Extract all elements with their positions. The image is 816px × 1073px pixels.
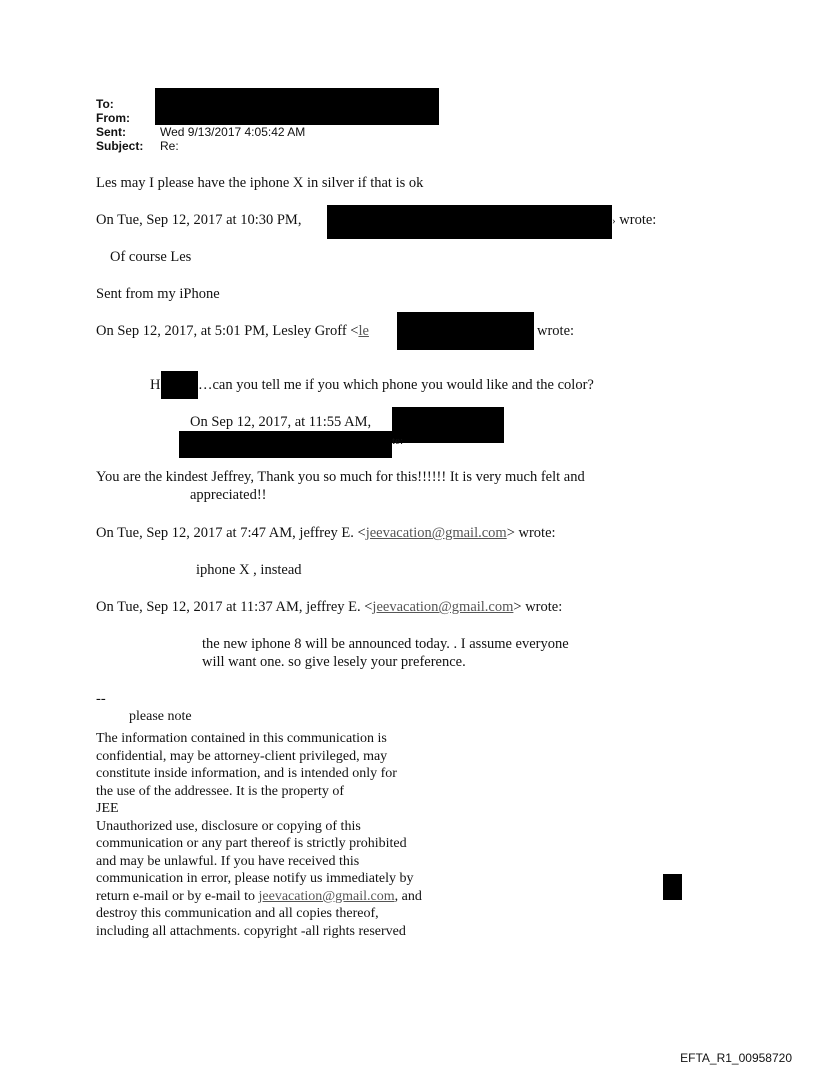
quote-header-1: [96, 211, 301, 229]
quote-header-1-suffix: › wrote:: [612, 212, 657, 228]
redaction-box-small: [663, 874, 682, 900]
quote-header-3: On Sep 12, 2017, at 11:55 AM,: [190, 414, 372, 430]
from-label: From:: [96, 111, 130, 125]
quote-header-2: [96, 322, 369, 340]
header-labels: [96, 97, 143, 153]
quote-header-1-wrote: wrote:: [619, 212, 657, 228]
redaction-box-sender-1: [327, 205, 612, 239]
reply-of-course: Of course Les: [110, 249, 192, 265]
redaction-box-email-2: [397, 312, 534, 350]
iphone-x-line: iphone X , instead: [196, 562, 302, 578]
disclaimer-line: the use of the addressee. It is the property of: [96, 783, 345, 799]
message-h-initial: H: [150, 377, 161, 393]
iphone8-line-1: the new iphone 8 will be announced today. . I assume everyone: [202, 636, 569, 652]
disclaimer-line: constitute inside information, and is intended only for: [96, 766, 397, 781]
redaction-box-recipient: [155, 88, 439, 125]
quote-header-4: [96, 524, 556, 542]
quote-header-4-suffix: > wrote:: [506, 525, 556, 541]
disclaimer-line: confidential, may be attorney-client privileged, may: [96, 748, 388, 764]
disclaimer-line: and may be unlawful. If you have received this: [96, 853, 360, 869]
subject-value: Re:: [160, 139, 179, 153]
redaction-box-sender-3b: [179, 431, 392, 458]
disclaimer-line-suffix: , and: [394, 888, 422, 904]
message-which-phone: …can you tell me if you which phone you would like and the color?: [198, 377, 594, 393]
disclaimer-line: JEE: [96, 801, 119, 816]
disclaimer-line: communication in error, please notify us immediately by: [96, 871, 414, 886]
quote-header-2-suffix: wrote:: [537, 323, 575, 339]
iphone8-line-2: will want one. so give lesely your preference.: [202, 654, 466, 670]
message-line-1: Les may I please have the iphone X in silver if that is ok: [96, 175, 424, 191]
disclaimer-block: [96, 730, 422, 940]
quote-header-5-email-link[interactable]: jeevacation@gmail.com: [372, 599, 514, 615]
subject-label: Subject:: [96, 139, 144, 153]
disclaimer-line: [96, 888, 422, 906]
please-note: please note: [129, 709, 192, 724]
disclaimer-line: including all attachments. copyright -all rights reserved: [96, 923, 406, 939]
sent-value: Wed 9/13/2017 4:05:42 AM: [160, 125, 306, 139]
signature-dashes: --: [96, 691, 106, 707]
sent-label: Sent:: [96, 125, 126, 139]
quote-header-1-prefix: On Tue, Sep 12, 2017 at 10:30 PM,: [96, 212, 302, 228]
thanks-line-1: You are the kindest Jeffrey, Thank you so much for this!!!!!! It is very much felt and: [96, 469, 585, 485]
quote-header-2-prefix: On Sep 12, 2017, at 5:01 PM, Lesley Groff <: [96, 323, 359, 339]
disclaimer-line: Unauthorized use, disclosure or copying of this: [96, 818, 361, 834]
disclaimer-email-link[interactable]: jeevacation@gmail.com: [258, 888, 395, 904]
redaction-box-name: [161, 371, 198, 399]
disclaimer-line-prefix: return e-mail or by e-mail to: [96, 888, 259, 904]
quote-header-3-trailing: te:: [392, 435, 403, 447]
to-label: To:: [96, 97, 114, 111]
redaction-box-sender-3a: [392, 407, 504, 443]
disclaimer-line: The information contained in this communication is: [96, 731, 387, 746]
disclaimer-line: communication or any part thereof is strictly prohibited: [96, 836, 407, 851]
thanks-line-2: appreciated!!: [190, 487, 267, 503]
quote-header-2-email-fragment[interactable]: le: [358, 323, 369, 339]
quote-header-4-email-link[interactable]: jeevacation@gmail.com: [365, 525, 507, 541]
quote-header-5-suffix: > wrote:: [513, 599, 563, 615]
sent-from-iphone: Sent from my iPhone: [96, 286, 220, 302]
quote-header-5-prefix: On Tue, Sep 12, 2017 at 11:37 AM, jeffrey E. <: [96, 599, 373, 615]
quote-header-4-prefix: On Tue, Sep 12, 2017 at 7:47 AM, jeffrey E. <: [96, 525, 366, 541]
quote-header-5: [96, 598, 562, 616]
bates-stamp: EFTA_R1_00958720: [680, 1051, 792, 1065]
disclaimer-line: destroy this communication and all copies thereof,: [96, 906, 379, 921]
